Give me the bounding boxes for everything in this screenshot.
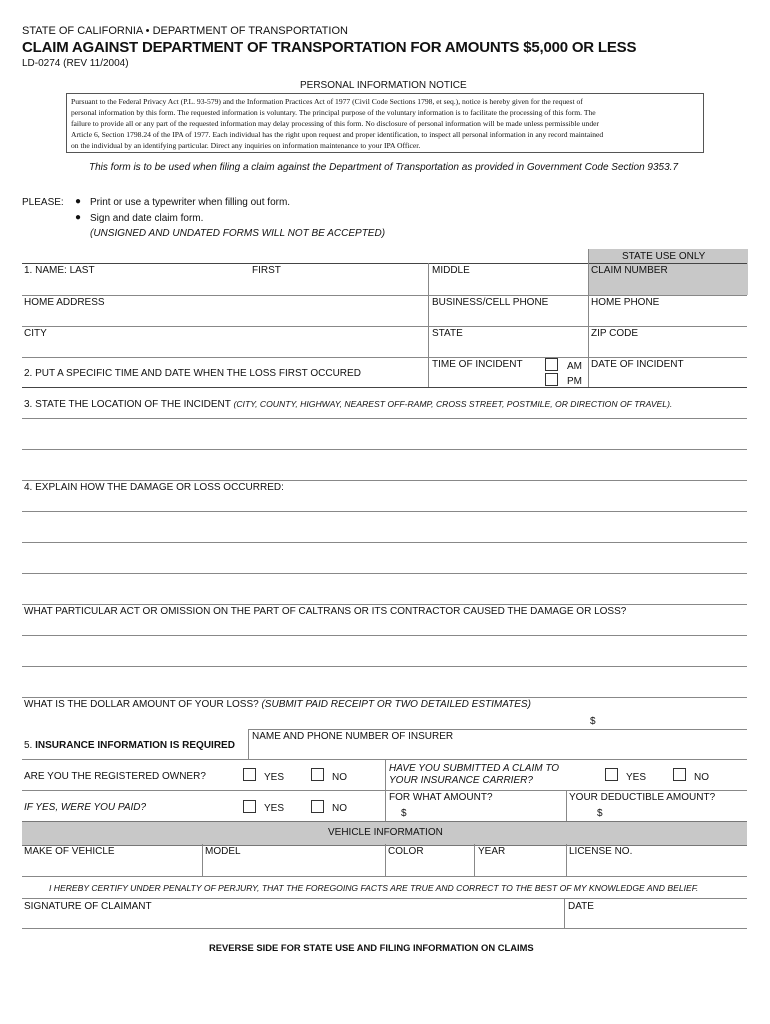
notice-box [66, 93, 704, 153]
insurance-prefix: 5. [24, 740, 33, 751]
usage-note: This form is to be used when filing a claim against the Department of Transportation as provided in Government Code Section 9353.7 [89, 162, 679, 173]
row-line [22, 928, 747, 929]
act-line [22, 666, 747, 667]
city-label: CITY [24, 328, 47, 339]
notice-line: Article 6, Section 1798.24 of the IPA of 1977. Each individual has the right upon request and proper identification, to inspect all personal information in any record maintained [71, 130, 604, 139]
color-label: COLOR [388, 846, 424, 857]
form-title: CLAIM AGAINST DEPARTMENT OF TRANSPORTATION FOR AMOUNTS $5,000 OR LESS [22, 39, 637, 56]
insurance-text: INSURANCE INFORMATION IS REQUIRED [35, 740, 235, 751]
paid-yes-label: YES [264, 803, 285, 814]
paid-yes-checkbox[interactable] [243, 800, 256, 813]
location-line [22, 418, 747, 419]
q2-label: 2. PUT A SPECIFIC TIME AND DATE WHEN THE LOSS FIRST OCCURED [24, 368, 361, 379]
dollar-amount-label [24, 699, 531, 710]
dollar-amount-hint: (SUBMIT PAID RECEIPT OR TWO DETAILED ESTIMATES) [261, 699, 531, 710]
am-label: AM [567, 361, 582, 372]
please-label: PLEASE: [22, 197, 64, 208]
state-use-heading: STATE USE ONLY [622, 251, 706, 262]
were-paid-label: IF YES, WERE YOU PAID? [24, 802, 147, 813]
q3-label [24, 399, 672, 410]
notice-heading: PERSONAL INFORMATION NOTICE [300, 80, 467, 91]
notice-line: personal information by this form. The requested information is voluntary. The principal purpose of the voluntary information is to facilitate the processing of this form. The [71, 108, 596, 117]
row-line [22, 326, 747, 327]
owner-no-label: NO [332, 772, 347, 783]
row-line [248, 729, 747, 730]
owner-yes-checkbox[interactable] [243, 768, 256, 781]
q3-hint: (CITY, COUNTY, HIGHWAY, NEAREST OFF-RAMP, CROSS STREET, POSTMILE, OR DIRECTION OF TRAVEL). [233, 399, 673, 409]
dollar-sign: $ [590, 716, 596, 727]
license-label: LICENSE NO. [569, 846, 633, 857]
column-line [566, 790, 567, 821]
notice-line: on the individual by an identifying particular. Direct any inquiries on information maintenance to your IPA Officer. [71, 141, 421, 150]
insurance-required-label [24, 740, 235, 751]
instruction-item: Print or use a typewriter when filling out form. [90, 197, 291, 208]
home-address-label: HOME ADDRESS [24, 297, 105, 308]
make-label: MAKE OF VEHICLE [24, 846, 115, 857]
middle-name-label: MIDDLE [432, 265, 470, 276]
row-line [22, 263, 747, 264]
time-of-incident-label: TIME OF INCIDENT [432, 359, 523, 370]
bullet-icon: ● [75, 212, 82, 223]
row-line [22, 604, 747, 605]
row-line [22, 898, 747, 899]
form-id: LD-0274 (REV 11/2004) [22, 58, 129, 69]
am-checkbox[interactable] [545, 358, 558, 371]
owner-yes-label: YES [264, 772, 285, 783]
registered-owner-label: ARE YOU THE REGISTERED OWNER? [24, 771, 206, 782]
row-line [22, 295, 747, 296]
column-line [385, 844, 386, 876]
zip-code-label: ZIP CODE [591, 328, 639, 339]
claim-no-label: NO [694, 772, 709, 783]
name-last-label: 1. NAME: LAST [24, 265, 95, 276]
certification-text: I HEREBY CERTIFY UNDER PENALTY OF PERJURY, THAT THE FOREGOING FACTS ARE TRUE AND CORRECT TO THE BEST OF MY KNOWLEDGE AND BELIEF. [49, 883, 699, 893]
pm-checkbox[interactable] [545, 373, 558, 386]
notice-line: failure to provide all or any part of the requested information may delay processing of this form. No disclosure of personal information will be made unless permissible under [71, 119, 600, 128]
column-line [248, 729, 249, 759]
submitted-claim-label-2: YOUR INSURANCE CARRIER? [389, 775, 533, 786]
insurer-label: NAME AND PHONE NUMBER OF INSURER [252, 731, 454, 742]
model-label: MODEL [205, 846, 241, 857]
bullet-icon: ● [75, 196, 82, 207]
claim-no-checkbox[interactable] [673, 768, 686, 781]
row-line [22, 357, 747, 358]
dollar-amount-text: WHAT IS THE DOLLAR AMOUNT OF YOUR LOSS? [24, 699, 259, 710]
row-line [22, 387, 747, 388]
first-name-label: FIRST [252, 265, 281, 276]
date-label: DATE [568, 901, 594, 912]
claim-yes-label: YES [626, 772, 647, 783]
year-label: YEAR [478, 846, 506, 857]
paid-amount-dollar: $ [401, 808, 407, 819]
submitted-claim-label-1: HAVE YOU SUBMITTED A CLAIM TO [389, 763, 560, 774]
business-phone-label: BUSINESS/CELL PHONE [432, 297, 549, 308]
explain-line [22, 511, 747, 512]
paid-no-label: NO [332, 803, 347, 814]
row-line [22, 480, 747, 481]
column-line [588, 249, 589, 387]
explain-line [22, 573, 747, 574]
column-line [564, 898, 565, 928]
agency-line: STATE OF CALIFORNIA • DEPARTMENT OF TRANSPORTATION [22, 25, 348, 37]
home-phone-label: HOME PHONE [591, 297, 660, 308]
column-line [474, 844, 475, 876]
unsigned-warning: (UNSIGNED AND UNDATED FORMS WILL NOT BE ACCEPTED) [90, 228, 386, 239]
column-line [202, 844, 203, 876]
date-of-incident-label: DATE OF INCIDENT [591, 359, 684, 370]
row-line [22, 876, 747, 877]
reverse-side-note: REVERSE SIDE FOR STATE USE AND FILING INFORMATION ON CLAIMS [209, 942, 534, 953]
q3-text: 3. STATE THE LOCATION OF THE INCIDENT [24, 399, 231, 410]
column-line [566, 844, 567, 876]
deductible-dollar: $ [597, 808, 603, 819]
row-line [22, 790, 747, 791]
q4-label: 4. EXPLAIN HOW THE DAMAGE OR LOSS OCCURRED: [24, 482, 284, 493]
claim-yes-checkbox[interactable] [605, 768, 618, 781]
act-line [22, 635, 747, 636]
instruction-item: Sign and date claim form. [90, 213, 204, 224]
explain-line [22, 542, 747, 543]
deductible-label: YOUR DEDUCTIBLE AMOUNT? [569, 792, 716, 803]
state-label: STATE [432, 328, 463, 339]
row-line [22, 697, 747, 698]
column-line [428, 263, 429, 387]
pm-label: PM [567, 376, 582, 387]
notice-line: Pursuant to the Federal Privacy Act (P.L. 93-579) and the Information Practices Act of 1977 (Civil Code Sections 1798, et seq.), notice is hereby given for the request of [71, 97, 583, 106]
act-omission-label: WHAT PARTICULAR ACT OR OMISSION ON THE PART OF CALTRANS OR ITS CONTRACTOR CAUSED THE DAMAGE OR LOSS? [24, 606, 627, 617]
vehicle-info-heading: VEHICLE INFORMATION [328, 827, 443, 838]
paid-no-checkbox[interactable] [311, 800, 324, 813]
for-what-amount-label: FOR WHAT AMOUNT? [389, 792, 493, 803]
signature-label: SIGNATURE OF CLAIMANT [24, 901, 152, 912]
claim-number-label: CLAIM NUMBER [591, 265, 668, 276]
owner-no-checkbox[interactable] [311, 768, 324, 781]
location-line [22, 449, 747, 450]
